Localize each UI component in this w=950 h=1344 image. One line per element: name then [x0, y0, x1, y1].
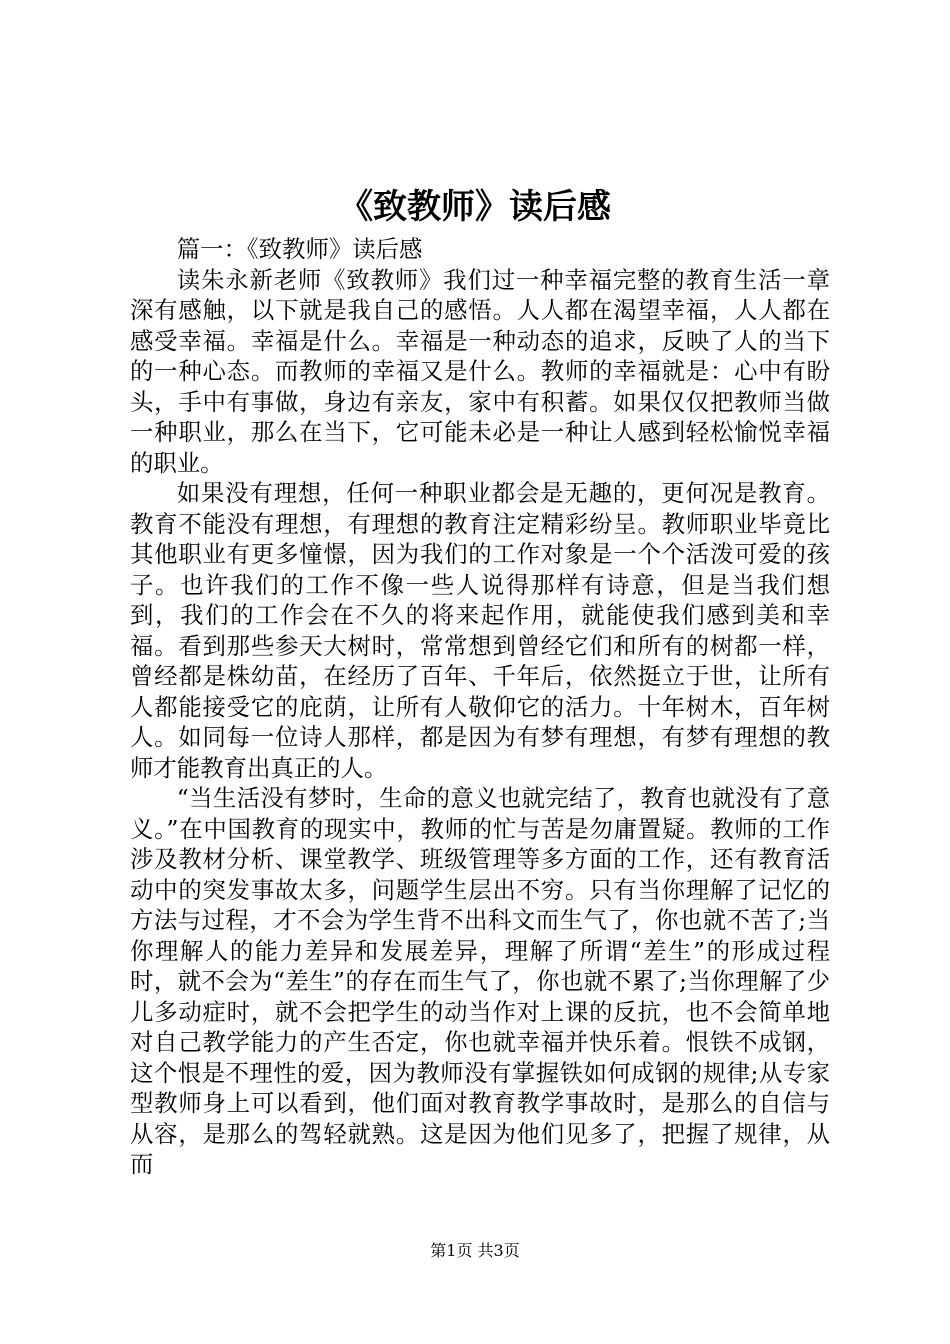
document-title: 《致教师》读后感	[339, 187, 611, 227]
paragraph-1: 读朱永新老师《致教师》我们过一种幸福完整的教育生活一章深有感触，以下就是我自己的感悟。人人都在渴望幸福，人人都在感受幸福。幸福是什么。幸福是一种动态的追求，反映了人的当下的一种心态。而教师的幸福又是什么。教师的幸福就是：心中有盼头，手中有事做，身边有亲友，家中有积蓄。如果仅仅把教师当做一种职业，那么在当下，它可能未必是一种让人感到轻松愉悦幸福的职业。	[130, 265, 830, 477]
page-number-footer: 第1页 共3页	[430, 1241, 520, 1260]
section-heading: 篇一：《致教师》读后感	[176, 235, 423, 263]
paragraph-2: 如果没有理想，任何一种职业都会是无趣的，更何况是教育。教育不能没有理想，有理想的教育注定精彩纷呈。教师职业毕竟比其他职业有更多憧憬，因为我们的工作对象是一个个活泼可爱的孩子。也许我们的工作不像一些人说得那样有诗意，但是当我们想到，我们的工作会在不久的将来起作用，就能使我们感到美和幸福。看到那些参天大树时，常常想到曾经它们和所有的树都一样，曾经都是株幼苗，在经历了百年、千年后，依然挺立于世，让所有人都能接受它的庇荫，让所有人敬仰它的活力。十年树木，百年树人。如同每一位诗人那样，都是因为有梦有理想，有梦有理想的教师才能教育出真正的人。	[130, 479, 830, 782]
document-body	[130, 234, 830, 1180]
paragraph-3: “当生活没有梦时，生命的意义也就完结了，教育也就没有了意义。”在中国教育的现实中，教师的忙与苦是勿庸置疑。教师的工作涉及教材分析、课堂教学、班级管理等多方面的工作，还有教育活动中的突发事故太多，问题学生层出不穷。只有当你理解了记忆的方法与过程，才不会为学生背不出科文而生气了，你也就不苦了;当你理解人的能力差异和发展差异，理解了所谓“差生”的形成过程时，就不会为“差生”的存在而生气了，你也就不累了;当你理解了少儿多动症时，就不会把学生的动当作对上课的反抗，也不会简单地对自己教学能力的产生否定，你也就幸福并快乐着。恨铁不成钢，这个恨是不理性的爱，因为教师没有掌握铁如何成钢的规律;从专家型教师身上可以看到，他们面对教育教学事故时，是那么的自信与从容，是那么的驾轻就熟。这是因为他们见多了，把握了规律，从而	[130, 784, 830, 1178]
